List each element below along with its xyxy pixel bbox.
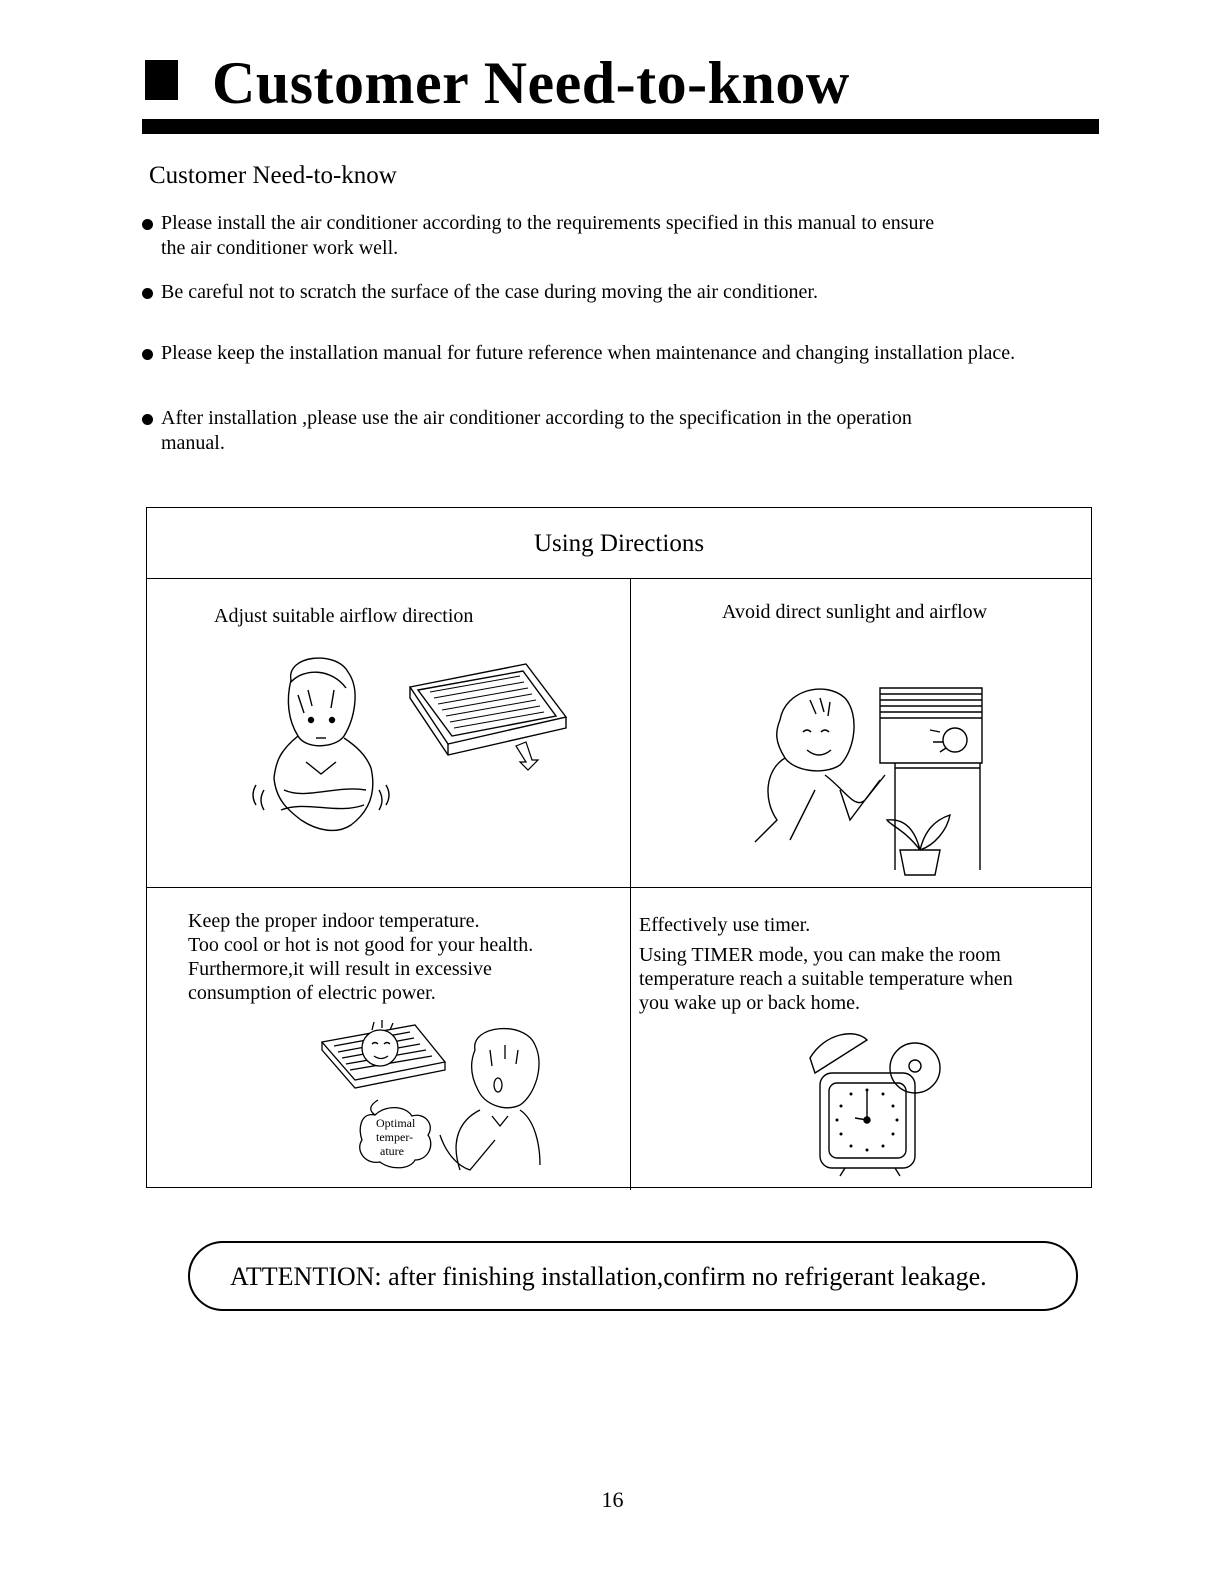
person-closing-blinds-icon — [755, 680, 990, 875]
shivering-person-icon — [236, 650, 396, 850]
bullet-text-line: After installation ,please use the air conditioner according to the specification in the operation — [161, 407, 912, 429]
alarm-clock-icon — [805, 1028, 945, 1178]
section-heading: Customer Need-to-know — [149, 162, 397, 189]
cell-temperature-line: consumption of electric power. — [188, 982, 436, 1004]
bullet-dot-icon — [142, 288, 153, 299]
bullet-text-line: Be careful not to scratch the surface of the case during moving the air conditioner. — [161, 281, 818, 303]
bullet-dot-icon — [142, 219, 153, 230]
title-square-marker — [145, 60, 178, 100]
cell-timer-line: temperature reach a suitable temperature when — [639, 968, 1013, 990]
table-divider — [630, 578, 631, 1190]
bullet-dot-icon — [142, 414, 153, 425]
page-title: Customer Need-to-know — [212, 50, 850, 116]
cell-timer-line: Effectively use timer. — [639, 914, 811, 936]
cell-sunlight-text: Avoid direct sunlight and airflow — [722, 601, 988, 623]
attention-text: ATTENTION: after finishing installation,confirm no refrigerant leakage. — [230, 1262, 987, 1291]
cell-temperature-line: Keep the proper indoor temperature. — [188, 910, 480, 932]
table-divider — [146, 887, 1092, 888]
bullet-text-line: Please keep the installation manual for future reference when maintenance and changing installation place. — [161, 342, 1016, 364]
cell-temperature-line: Too cool or hot is not good for your health. — [188, 934, 534, 956]
bullet-text-line: the air conditioner work well. — [161, 237, 399, 259]
cell-timer-line: you wake up or back home. — [639, 992, 861, 1014]
cell-timer-line: Using TIMER mode, you can make the room — [639, 944, 1001, 966]
ac-and-person-temperature-icon — [320, 1020, 560, 1185]
bullet-dot-icon — [142, 349, 153, 360]
using-directions-title: Using Directions — [533, 530, 705, 557]
bubble-line: temper- — [376, 1130, 414, 1144]
cell-temperature-line: Furthermore,it will result in excessive — [188, 958, 492, 980]
table-divider — [146, 578, 1092, 579]
page-number: 16 — [601, 1487, 624, 1512]
cassette-ac-unit-icon — [408, 662, 568, 772]
title-rule — [142, 119, 1099, 134]
bubble-line: Optimal — [376, 1116, 416, 1130]
bubble-line: ature — [380, 1144, 404, 1158]
cell-airflow-direction-text: Adjust suitable airflow direction — [214, 605, 474, 627]
bullet-text-line: Please install the air conditioner according to the requirements specified in this manual to ensure — [161, 212, 935, 234]
bullet-text-line: manual. — [161, 432, 225, 454]
